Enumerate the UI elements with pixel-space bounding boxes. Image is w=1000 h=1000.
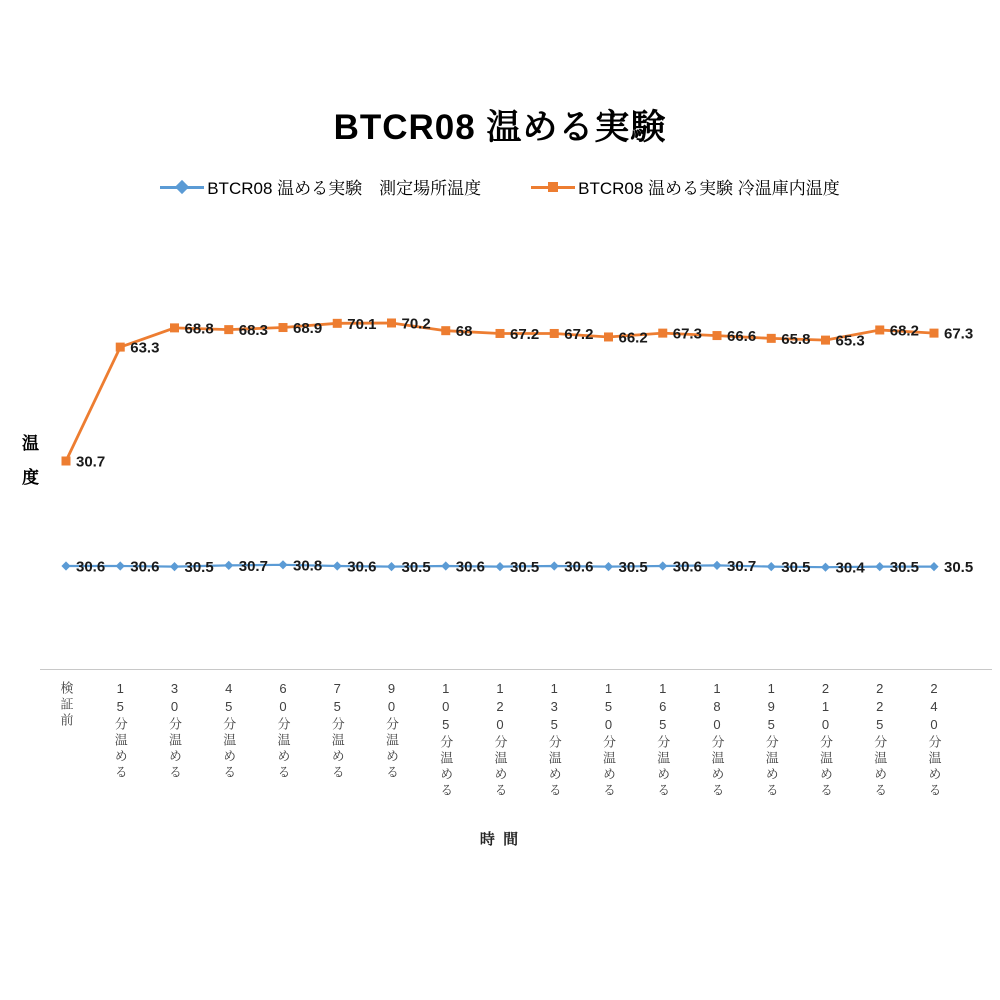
x-tick-label: 135分温める	[546, 681, 562, 799]
diamond-marker-icon	[333, 561, 342, 570]
x-tick-label: 240分温める	[926, 681, 942, 799]
legend-label: BTCR08 温める実験 冷温庫内温度	[578, 179, 840, 198]
data-label: 65.3	[835, 332, 865, 350]
square-marker-icon	[713, 331, 722, 340]
data-label: 68.2	[889, 322, 919, 340]
square-marker-icon	[550, 329, 559, 338]
square-marker-icon	[496, 329, 505, 338]
data-label: 30.8	[293, 557, 323, 575]
y-axis-title: 温度	[19, 434, 38, 502]
data-label: 30.5	[781, 559, 811, 577]
diamond-marker-icon	[387, 562, 396, 571]
diamond-marker-icon	[170, 562, 179, 571]
square-marker-icon	[116, 343, 125, 352]
data-label: 30.5	[510, 559, 540, 577]
square-marker-icon	[170, 323, 179, 332]
diamond-marker-icon	[441, 561, 450, 570]
data-label: 30.6	[347, 558, 377, 576]
data-label: 30.5	[618, 559, 648, 577]
data-label: 30.6	[672, 558, 702, 576]
data-label: 63.3	[130, 339, 160, 357]
x-tick-label: 150分温める	[601, 681, 616, 799]
x-tick-label: 195分温める	[763, 681, 779, 799]
diamond-marker-icon	[658, 561, 667, 570]
square-marker-icon	[930, 329, 939, 338]
x-axis-title: 時 間	[479, 831, 521, 848]
square-marker-icon	[658, 329, 667, 338]
x-tick-label: 225分温める	[872, 681, 888, 799]
square-marker-icon	[387, 318, 396, 327]
diamond-marker-icon	[116, 561, 125, 570]
data-label: 66.2	[618, 329, 648, 347]
x-tick-label: 45分温める	[221, 681, 237, 781]
x-tick-label: 210分温める	[818, 681, 833, 799]
data-label: 30.6	[564, 558, 594, 576]
data-label: 68.3	[238, 322, 268, 340]
diamond-marker-icon	[278, 560, 287, 569]
square-marker-icon	[62, 457, 71, 466]
data-label: 68.8	[184, 320, 214, 338]
data-label: 65.8	[781, 330, 811, 348]
data-label: 30.7	[727, 557, 757, 575]
chart-title: BTCR08 温める実験	[333, 108, 667, 147]
data-label: 66.6	[727, 328, 757, 346]
x-tick-label: 120分温める	[492, 681, 508, 799]
x-axis-line	[40, 669, 992, 670]
square-marker-icon	[279, 323, 288, 332]
square-marker-icon	[875, 325, 884, 334]
data-label: 30.7	[76, 453, 106, 471]
data-label: 30.6	[455, 558, 485, 576]
data-label: 68.9	[293, 320, 323, 338]
legend-label: BTCR08 温める実験 測定場所温度	[207, 179, 482, 198]
x-tick-label: 検証前	[58, 681, 74, 729]
diamond-marker-icon	[875, 562, 884, 571]
diamond-marker-icon	[821, 563, 830, 572]
square-marker-icon	[224, 325, 233, 334]
square-marker-icon	[333, 319, 342, 328]
data-label: 70.1	[347, 315, 377, 333]
data-label: 67.3	[944, 325, 974, 343]
x-tick-label: 15分温める	[112, 681, 128, 781]
data-label: 30.5	[889, 559, 919, 577]
diamond-marker-icon	[224, 561, 233, 570]
square-marker-icon	[604, 332, 613, 341]
x-tick-label: 105分温める	[438, 681, 454, 799]
data-label: 30.4	[835, 559, 865, 577]
data-label: 67.2	[510, 325, 540, 343]
diamond-marker-icon	[929, 562, 938, 571]
x-tick-label: 60分温める	[275, 681, 291, 781]
diamond-marker-icon	[61, 561, 70, 570]
x-tick-label: 90分温める	[384, 681, 399, 781]
square-marker-icon	[441, 326, 450, 335]
data-label: 30.6	[130, 558, 160, 576]
data-label: 68	[455, 323, 473, 341]
data-label: 30.7	[238, 557, 268, 575]
square-marker-icon	[821, 336, 830, 345]
data-label: 30.5	[944, 559, 974, 577]
square-marker-icon	[767, 334, 776, 343]
x-tick-label: 180分温める	[709, 681, 725, 799]
data-label: 70.2	[401, 315, 431, 333]
data-label: 30.5	[184, 559, 214, 577]
data-label: 30.6	[76, 558, 106, 576]
data-label: 30.5	[401, 559, 431, 577]
diamond-marker-icon	[495, 562, 504, 571]
diamond-marker-icon	[767, 562, 776, 571]
diamond-marker-icon	[604, 562, 613, 571]
data-label: 67.3	[672, 325, 702, 343]
diamond-marker-icon	[712, 561, 721, 570]
x-tick-label: 75分温める	[329, 681, 345, 781]
data-label: 67.2	[564, 325, 594, 343]
x-tick-label: 30分温める	[167, 681, 182, 781]
diamond-marker-icon	[550, 561, 559, 570]
x-tick-label: 165分温める	[655, 681, 671, 799]
